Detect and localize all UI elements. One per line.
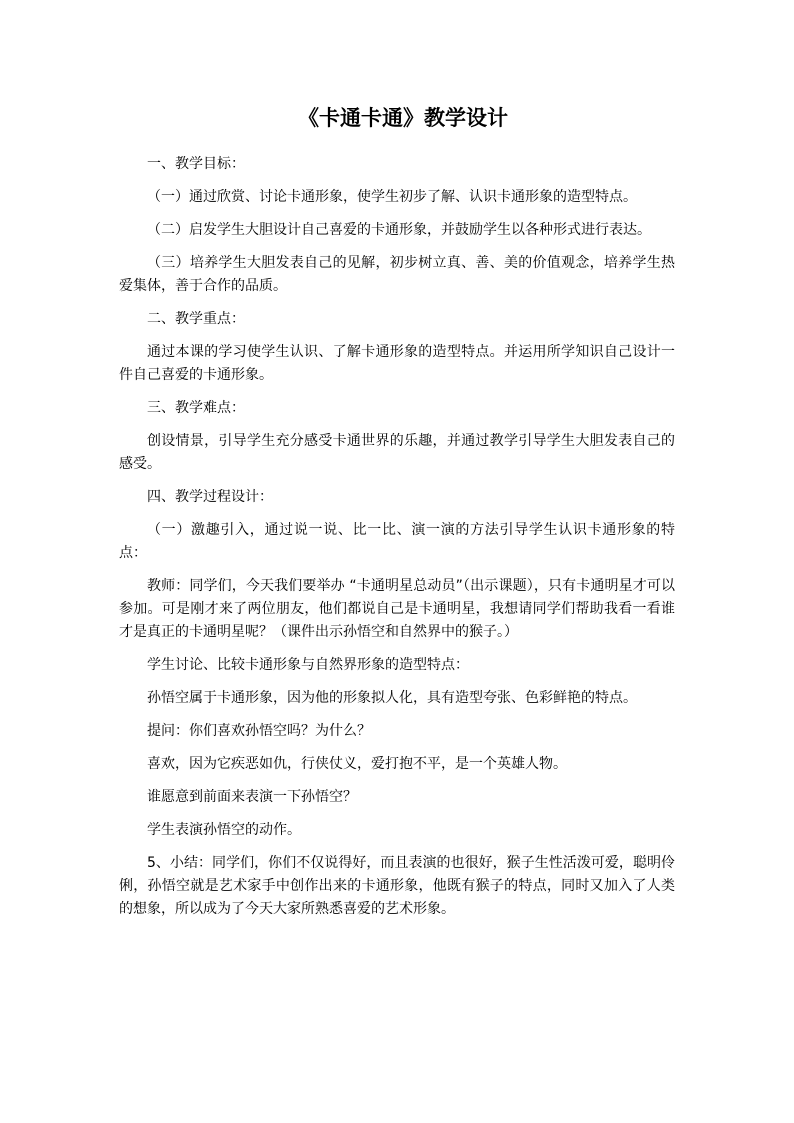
question-answer: 喜欢，因为它疾恶如仇，行侠仗义，爱打抱不平，是一个英雄人物。 [147,756,567,772]
document-title: 《卡通卡通》教学设计 [298,105,508,130]
process-step-1: （一）激趣引入，通过说一说、比一比、演一演的方法引导学生认识卡通形象的特点： [119,522,675,561]
heading-objectives: 一、教学目标： [147,156,245,172]
teacher-intro: 教师：同学们，今天我们要举办 “卡通明星总动员”（出示课题），只有卡通明星才可以参加。可是刚才来了两位朋友，他们都说自己是卡通明星，我想请同学们帮助我看一看谁才是真正的卡通明星呢？（课件出示孙悟空和自然界中的猴子。） [119,578,675,640]
heading-difficulties: 三、教学难点： [147,400,245,416]
summary: 5、小结：同学们，你们不仅说得好，而且表演的也很好，猴子生性活泼可爱，聪明伶俐，孙悟空就是艺术家手中创作出来的卡通形象，他既有猴子的特点，同时又加入了人类的想象，所以成为了今天大家所熟悉喜爱的艺术形象。 [119,855,675,917]
discussion-answer: 孙悟空属于卡通形象，因为他的形象拟人化，具有造型夸张、色彩鲜艳的特点。 [147,690,637,706]
heading-key-points: 二、教学重点： [147,311,245,327]
key-points-text: 通过本课的学习使学生认识、了解卡通形象的造型特点。并运用所学知识自己设计一件自己喜爱的卡通形象。 [119,344,675,383]
objective-2: （二）启发学生大胆设计自己喜爱的卡通形象，并鼓励学生以各种形式进行表达。 [147,222,651,238]
objective-3: （三）培养学生大胆发表自己的见解，初步树立真、善、美的价值观念，培养学生热爱集体，善于合作的品质。 [119,255,675,294]
performance-prompt: 谁愿意到前面来表演一下孙悟空？ [147,789,357,805]
document-page [119,100,675,931]
difficulties-text: 创设情景，引导学生充分感受卡通世界的乐趣，并通过教学引导学生大胆发表自己的感受。 [119,433,675,472]
student-performance: 学生表演孙悟空的动作。 [147,822,301,838]
student-discussion: 学生讨论、比较卡通形象与自然界形象的造型特点： [147,657,469,673]
objective-1: （一）通过欣赏、讨论卡通形象，使学生初步了解、认识卡通形象的造型特点。 [147,189,637,205]
question: 提问：你们喜欢孙悟空吗？为什么？ [147,723,371,739]
heading-process: 四、教学过程设计： [147,489,273,505]
